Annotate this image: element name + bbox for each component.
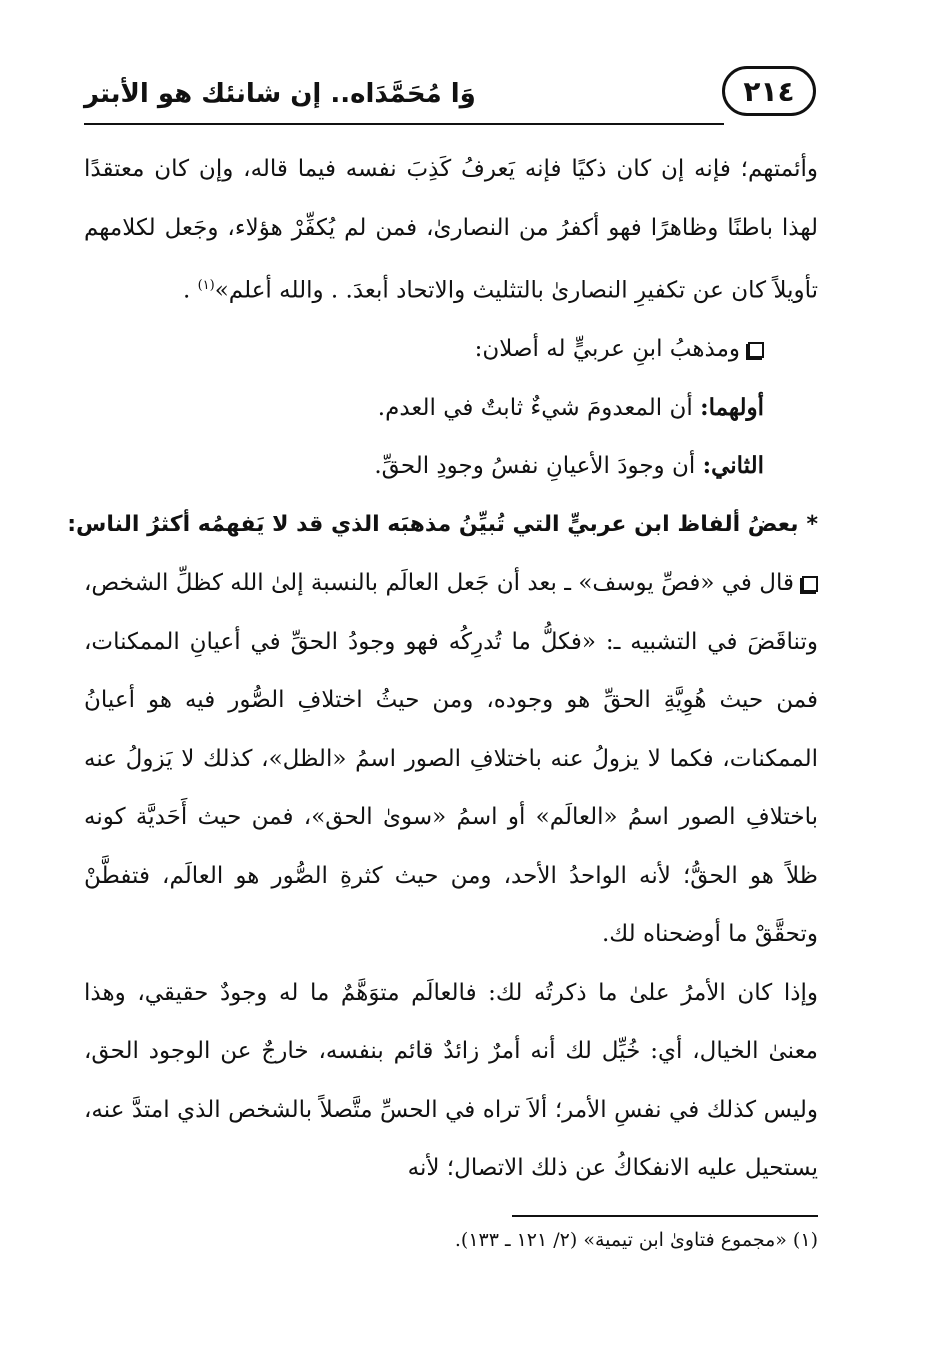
- square-bullet-icon: [748, 342, 764, 358]
- square-bullet-icon: [802, 576, 818, 592]
- section-heading: *بعضُ ألفاظ ابن عربيٍّ التي تُبيِّنُ مذهبَه الذي قد لا يَفهمُه أكثرُ الناس:: [67, 511, 818, 537]
- running-title: وَا مُحَمَّدَاه.. إن شانئك هو الأبتر: [84, 79, 476, 109]
- page-number: ٢١٤: [743, 74, 795, 108]
- header-rule: [84, 123, 724, 125]
- paragraph-quote-end: وأئمتهم؛ فإنه إن كان ذكيًا فإنه يَعرفُ كَذِبَ نفسه فيما قاله، وإن كان معتقدًا لهذا باطنًا وظاهرًا فهو أكفرُ من النصارىٰ، فمن لم يُكفِّرْ هؤلاء، وجَعل لكلامهم تأويلاً كان عن تكفيرِ النصارىٰ بالتثليث والاتحاد أبعدَ. . والله أعلم»$^{(١)}$ .: [84, 156, 818, 304]
- footnote-rule: [512, 1215, 818, 1217]
- footnote-ref: (١): [197, 278, 215, 293]
- list-item-second-principle: الثاني: أن وجودَ الأعيانِ نفسُ وجودِ الحقِّ.: [374, 452, 764, 480]
- paragraph-yusuf: قال في «فصِّ يوسف» ـ بعد أن جَعل العالَم بالنسبة إلىٰ الله كظلِّ الشخص، وتناقَضَ في التشبيه ـ: «فكلُّ ما تُدرِكُه فهو وجودُ الحقِّ في أعيانِ الممكنات، فمن حيث هُوِيَّةِ الحقِّ هو وجوده، ومن حيثُ اختلافِ الصُّور فيه هو أعيانُ الممكنات، فكما لا يزولُ عنه باختلافِ الصور اسمُ «الظل»، كذلك لا يَزولُ عنه باختلافِ الصور اسمُ «العالَم» أو اسمُ «سوىٰ الحق»، فمن حيث أَحَديَّة كونه ظلاً هو الحقُّ؛ لأنه الواحدُ الأحد، ومن حيث كثرةِ الصُّور هو العالَم، فتفطَّنْ وتحقَّقْ ما أوضحناه لك.: [84, 570, 818, 948]
- first-label: أولهما:: [700, 393, 764, 421]
- list-item-first-principle: أولهما: أن المعدومَ شيءٌ ثابتٌ في العدم.: [377, 393, 764, 421]
- page-header: [84, 62, 816, 122]
- footnote: (١) «مجموع فتاوىٰ ابن تيمية» (٢/ ١٢١ ـ ١٣٣).: [454, 1229, 818, 1251]
- list-item-intro: ومذهبُ ابنِ عربيٍّ له أصلان:: [84, 320, 818, 379]
- star-icon: *: [806, 511, 818, 537]
- page-number-badge: [722, 66, 816, 116]
- paragraph-continuation: وإذا كان الأمرُ علىٰ ما ذكرتُه لك: فالعالَم متوَهَّمٌ ما له وجودٌ حقيقي، وهذا معنىٰ الخيال، أي: خُيِّل لك أنه أمرٌ زائدٌ قائم بنفسه، خارجٌ عن الوجود الحق، وليس كذلك في نفسِ الأمر؛ ألاَ تراه في الحسِّ متَّصلاً بالشخص الذي امتدَّ عنه، يستحيل عليه الانفكاكُ عن ذلك الاتصال؛ لأنه: [84, 979, 818, 1182]
- second-label: الثاني:: [702, 452, 764, 480]
- main-text: [67, 140, 818, 1198]
